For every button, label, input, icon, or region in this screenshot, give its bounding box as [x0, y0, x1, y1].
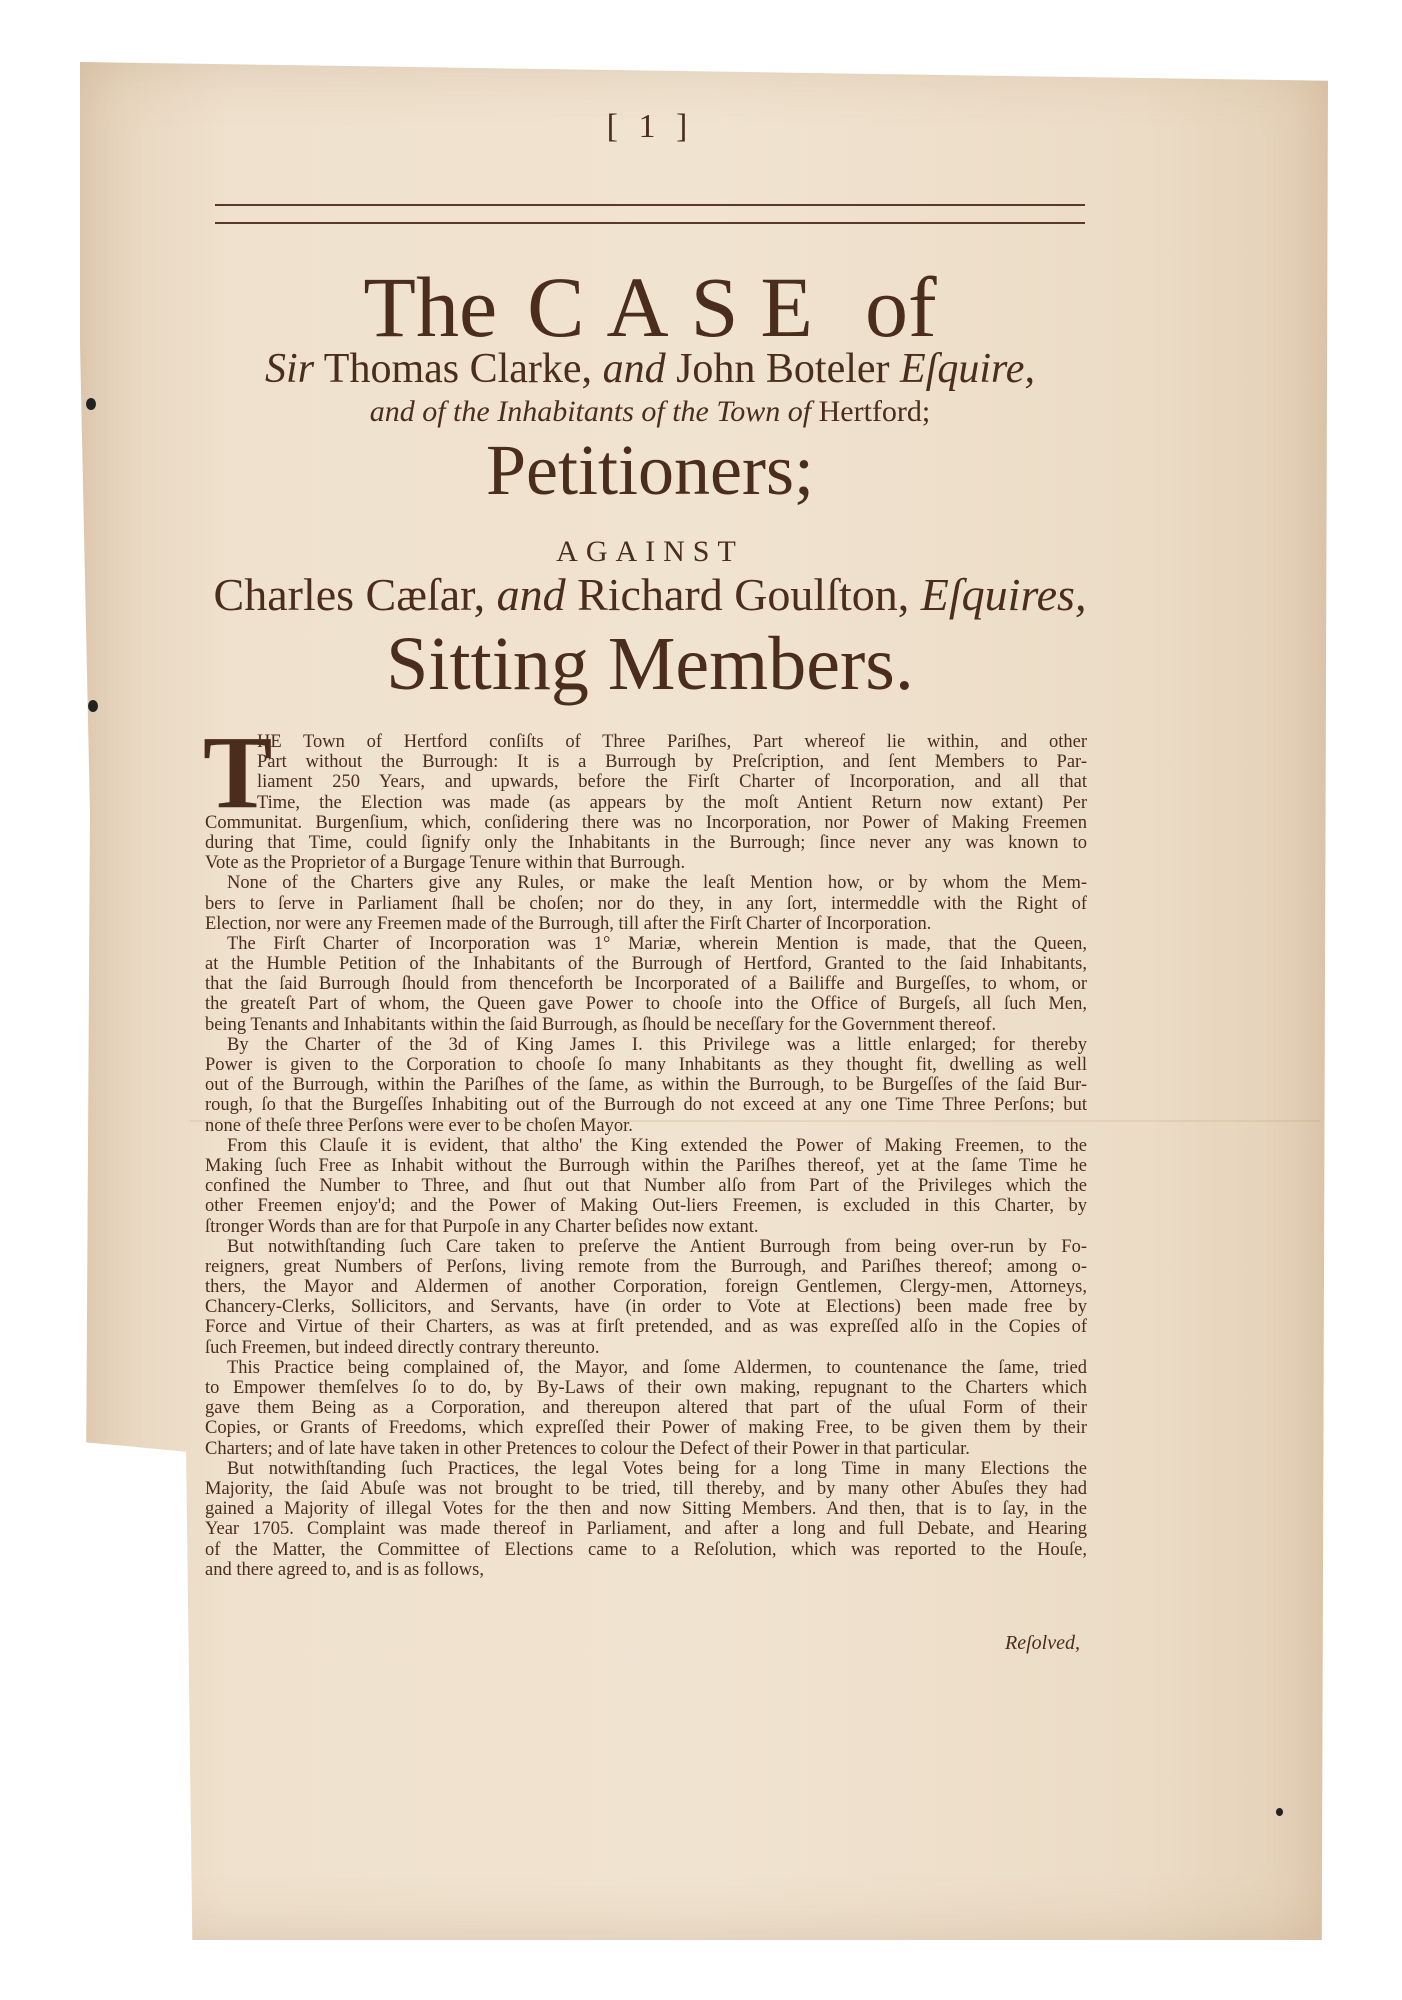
text: Sir: [265, 346, 315, 392]
drop-cap: T: [203, 715, 273, 830]
text-line: Charters; and of late have taken in other Pretences to colour the Defect of their Power in that particular.: [205, 1438, 970, 1459]
inhabitants-line: [180, 395, 1120, 429]
text-line: none of theſe three Perſons were ever to be choſen Mayor.: [205, 1115, 633, 1136]
text-line: The Firſt Charter of Incorporation was 1° Mariæ, wherein Mention is made, that the Queen,: [227, 933, 1087, 954]
text-line: being Tenants and Inhabitants within the ſaid Burrough, as ſhould be neceſſary for the Government thereof.: [205, 1014, 997, 1035]
text-line: that the ſaid Burrough ſhould from thenceforth be Incorporated of a Bailiffe and Burgeſſes, to whom, or: [205, 974, 1087, 995]
text-line: Force and Virtue of their Charters, as was at firſt pretended, and as was expreſſed alſo in the Copies of: [205, 1317, 1087, 1338]
text-line: Making ſuch Free as Inhabit without the Burrough within the Pariſhes thereof, yet at the ſame Time he: [205, 1155, 1087, 1176]
sitting-members-heading: Sitting Members.: [386, 622, 914, 706]
title-the: The: [363, 259, 498, 355]
text: and: [602, 346, 666, 392]
text-line: Majority, the ſaid Abuſe was not brought to be tried, till thereby, and by many other Abuſes they had: [205, 1478, 1087, 1499]
text: and: [496, 569, 566, 620]
page-number: [ 1 ]: [606, 108, 694, 145]
text: and of the Inhabitants of the Town of: [369, 395, 812, 428]
text: John Boteler: [676, 346, 890, 392]
text-line: during that Time, could ſignify only the Inhabitants in the Burrough; ſince never any was known to: [205, 832, 1087, 853]
ink-dot: [1276, 1808, 1283, 1816]
text-line: rough, ſo that the Burgeſſes Inhabiting out of the Burrough do not exceed at any one Time Three Perſons; but: [205, 1095, 1087, 1116]
text-line: gave them Being as a Corporation, and thereupon altered that part of the uſual Form of their: [205, 1398, 1087, 1419]
text-line: Year 1705. Complaint was made thereof in Parliament, and after a long and full Debate, and Hearing: [205, 1519, 1087, 1540]
text-line: ſuch Freemen, but indeed directly contrary thereunto.: [205, 1337, 600, 1358]
text-line: of the Matter, the Committee of Elections came to a Reſolution, which was reported to the Houſe,: [205, 1539, 1087, 1560]
worm-hole: [88, 700, 98, 712]
text-line: Power is given to the Corporation to chooſe ſo many Inhabitants as they thought fit, dwelling as well: [205, 1055, 1087, 1075]
text-line: to Empower themſelves ſo to do, by By-Laws of their own making, repugnant to the Charters which: [205, 1378, 1087, 1398]
text: Eſquire,: [900, 346, 1035, 392]
text-line: But notwithſtanding ſuch Care taken to preſerve the Antient Burrough from being over-run by Fo-: [227, 1236, 1087, 1257]
text-line: the greateſt Part of whom, the Queen gave Power to chooſe into the Office of Burgeſs, all ſuch Men,: [205, 994, 1087, 1015]
header-rule: [215, 222, 1085, 224]
text-line: From this Clauſe it is evident, that altho' the King extended the Power of Making Freemen, to the: [227, 1135, 1087, 1156]
text: Thomas Clarke,: [323, 346, 593, 392]
text-line: Copies, or Grants of Freedoms, which expreſſed their Power of making Free, to be given them by their: [205, 1418, 1087, 1439]
title-line-1: [180, 259, 1120, 355]
text-line: Election, nor were any Freemen made of the Burrough, till after the Firſt Charter of Incorporation.: [205, 913, 932, 934]
text-line: thers, the Mayor and Aldermen of another Corporation, foreign Gentlemen, Clergy-men, Attorneys,: [205, 1277, 1087, 1298]
text-line: other Freemen enjoy'd; and the Power of Making Out-liers Freemen, is excluded in this Charter, by: [205, 1196, 1087, 1217]
title-of: of: [864, 259, 937, 355]
text-line: Vote as the Proprietor of a Burgage Tenure within that Burrough.: [205, 853, 686, 874]
text: Eſquires,: [920, 569, 1087, 620]
petitioners-heading: Petitioners;: [486, 430, 814, 510]
text-line: confined the Number to Three, and ſhut out that Number alſo from Part of the Privileges which the: [205, 1176, 1087, 1197]
catchword: Reſolved,: [1005, 1632, 1080, 1654]
worm-hole: [86, 398, 96, 410]
header-rule: [215, 204, 1085, 206]
text-line: bers to ſerve in Parliament ſhall be choſen; nor do they, in any ſort, intermeddle with the Right of: [205, 893, 1087, 914]
text-line: HE Town of Hertford conſiſts of Three Pariſhes, Part whereof lie within, and other: [257, 732, 1087, 752]
text-line: and there agreed to, and is as follows,: [205, 1559, 484, 1580]
text-line: Communitat. Burgenſium, which, conſidering there was no Incorporation, nor Power of Making Freemen: [205, 812, 1087, 833]
title-case: CASE: [527, 259, 835, 355]
text-line: But notwithſtanding ſuch Practices, the legal Votes being for a long Time in many Elections the: [227, 1458, 1087, 1479]
text-line: Time, the Election was made (as appears by the moſt Antient Return now extant) Per: [257, 792, 1087, 813]
text: Richard Goulſton,: [577, 569, 910, 620]
text-line: gained a Majority of illegal Votes for the then and now Sitting Members. And then, that is to ſay, in the: [205, 1499, 1087, 1520]
text-line: ſtronger Words than are for that Purpoſe in any Charter beſides now extant.: [205, 1216, 759, 1237]
text-line: None of the Charters give any Rules, or make the leaſt Mention how, or by whom the Mem-: [227, 873, 1087, 894]
text-line: Chancery-Clerks, Sollicitors, and Servants, have (in order to Vote at Elections) been made free by: [205, 1297, 1087, 1318]
against-heading: AGAINST: [556, 535, 744, 568]
text-line: Part without the Burrough: It is a Burrough by Preſcription, and ſent Members to Par-: [257, 752, 1087, 773]
text-line: at the Humble Petition of the Inhabitants of the Burrough of Hertford, Granted to the ſaid Inhabitants,: [205, 954, 1087, 975]
text-line: By the Charter of the 3d of King James I. this Privilege was a little enlarged; for thereby: [227, 1034, 1087, 1055]
text-line: out of the Burrough, within the Pariſhes of the ſame, as within the Burrough, to be Burgeſſes of the ſaid Bur-: [205, 1075, 1087, 1096]
text-line: liament 250 Years, and upwards, before the Firſt Charter of Incorporation, and all that: [257, 772, 1087, 793]
text-line: This Practice being complained of, the Mayor, and ſome Aldermen, to countenance the ſame, tried: [227, 1357, 1087, 1378]
respondent-names: [180, 570, 1120, 620]
body-text: [205, 732, 1087, 1580]
petitioner-names: [180, 345, 1120, 393]
text-line: reigners, great Numbers of Perſons, living remote from the Burrough, and Pariſhes thereof; among o-: [205, 1256, 1087, 1277]
text: Charles Cæſar,: [213, 569, 486, 620]
text: Hertford;: [818, 395, 931, 428]
